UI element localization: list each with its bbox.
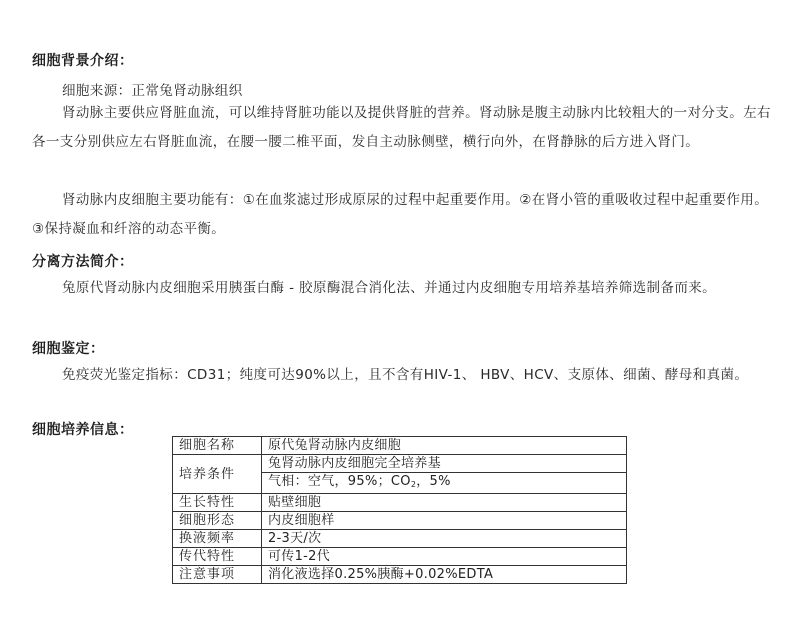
- heading-isolation-method: 分离方法简介：: [32, 254, 134, 270]
- gas-prefix: 气相：空气，95%；CO: [268, 474, 411, 489]
- table-row: [173, 566, 627, 584]
- table-key-cell: 传代特性: [173, 548, 262, 566]
- table-value-cell: 2-3天/次: [262, 530, 627, 548]
- table-row: [173, 530, 627, 548]
- table-value-cell: 消化液选择0.25%胰酶+0.02%EDTA: [262, 566, 627, 584]
- table-key-cell: 注意事项: [173, 566, 262, 584]
- table-value-cell: 贴壁细胞: [262, 494, 627, 512]
- table-value-cell: 可传1-2代: [262, 548, 627, 566]
- table-value-cell: 兔肾动脉内皮细胞完全培养基: [262, 455, 627, 473]
- table-key-cell: 换液频率: [173, 530, 262, 548]
- isolation-paragraph: 兔原代肾动脉内皮细胞采用胰蛋白酶 - 胶原酶混合消化法、并通过内皮细胞专用培养基培养筛选制备而来。: [62, 280, 717, 296]
- background-paragraph-2: 肾动脉内皮细胞主要功能有：①在血浆滤过形成原尿的过程中起重要作用。②在肾小管的重吸收过程中起重要作用。③保持凝血和纤溶的动态平衡。: [32, 192, 769, 237]
- culture-info-table: [172, 436, 627, 584]
- heading-cell-background: 细胞背景介绍：: [32, 53, 134, 69]
- table-value-cell-gas: [262, 473, 627, 494]
- table-key-cell: 生长特性: [173, 494, 262, 512]
- table-row: [173, 437, 627, 455]
- table-value-cell: 原代兔肾动脉内皮细胞: [262, 437, 627, 455]
- table-key-cell: 细胞名称: [173, 437, 262, 455]
- co2-subscript: 2: [410, 480, 417, 489]
- table-key-cell: 培养条件: [173, 455, 262, 494]
- table-row: [173, 548, 627, 566]
- identification-paragraph: 免疫荧光鉴定指标：CD31；纯度可达90%以上，且不含有HIV-1、 HBV、HCV、支原体、细菌、酵母和真菌。: [62, 367, 749, 383]
- table-row: [173, 494, 627, 512]
- table-value-cell: 内皮细胞样: [262, 512, 627, 530]
- cell-source-line: 细胞来源：正常兔肾动脉组织: [62, 83, 243, 99]
- heading-cell-identification: 细胞鉴定：: [32, 341, 105, 357]
- heading-culture-info: 细胞培养信息：: [32, 422, 134, 438]
- table-row: [173, 455, 627, 473]
- table-row: [173, 512, 627, 530]
- background-paragraph-1: 肾动脉主要供应肾脏血流，可以维持肾脏功能以及提供肾脏的营养。肾动脉是腹主动脉内比较粗大的一对分支。左右各一支分别供应左右肾脏血流，在腰一腰二椎平面，发自主动脉侧壁，横行向外，在肾静脉的后方进入肾门。: [32, 105, 771, 150]
- gas-suffix: ，5%: [416, 474, 451, 489]
- table-key-cell: 细胞形态: [173, 512, 262, 530]
